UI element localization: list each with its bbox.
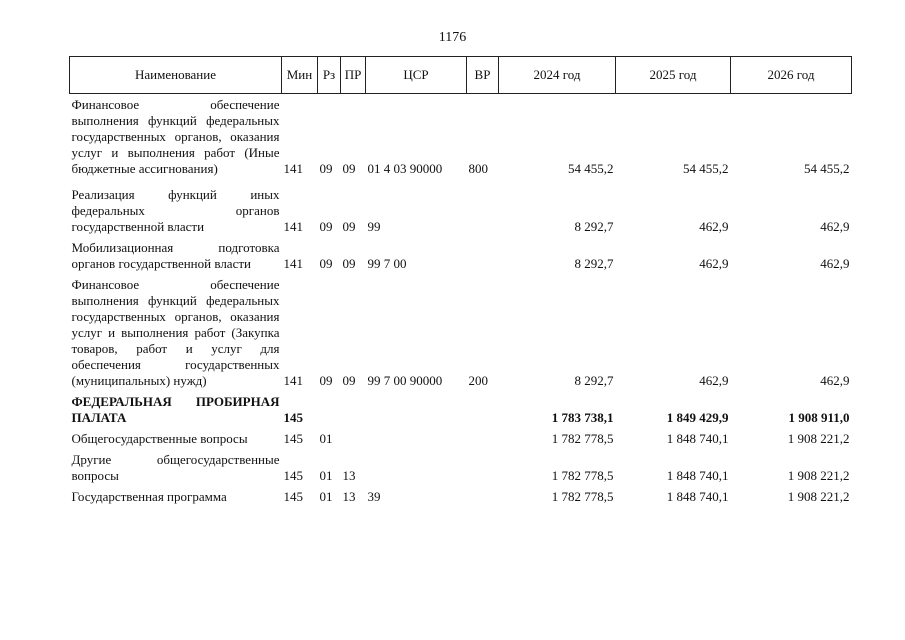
cell-name: Государственная программа [71, 489, 227, 504]
cell-2025: 1 848 740,1 [666, 468, 729, 483]
cell-csr: 99 7 00 [367, 256, 407, 271]
cell-pr: 09 [342, 256, 356, 271]
table-row [70, 237, 852, 274]
cell-csr [366, 391, 467, 428]
cell-2026: 1 908 221,2 [787, 431, 850, 446]
cell-2025: 462,9 [699, 219, 729, 234]
cell-2026: 462,9 [820, 373, 850, 388]
cell-min: 141 [283, 373, 303, 388]
cell-2024: 8 292,7 [574, 373, 614, 388]
table-row [70, 274, 852, 391]
col-header-name: Наименование [70, 57, 282, 94]
col-header-2024: 2024 год [499, 57, 616, 94]
cell-min: 145 [283, 431, 303, 446]
cell-vr [467, 237, 499, 274]
cell-pr [341, 391, 366, 428]
col-header-2026: 2026 год [731, 57, 852, 94]
cell-csr [366, 449, 467, 486]
cell-pr: 13 [342, 468, 356, 483]
cell-rz: 01 [319, 489, 333, 504]
cell-2025: 1 848 740,1 [666, 489, 729, 504]
table-row [70, 486, 852, 507]
table-header-row [70, 57, 852, 94]
cell-2025: 462,9 [699, 256, 729, 271]
cell-pr: 09 [342, 161, 356, 176]
cell-2026: 1 908 911,0 [788, 410, 850, 425]
cell-csr: 99 7 00 90000 [367, 373, 443, 388]
col-header-min: Мин [282, 57, 318, 94]
cell-rz: 09 [319, 373, 333, 388]
table-row [70, 391, 852, 428]
cell-rz: 09 [319, 256, 333, 271]
cell-2026: 462,9 [820, 256, 850, 271]
cell-2024: 1 782 778,5 [551, 431, 614, 446]
col-header-vr: ВР [467, 57, 499, 94]
table-row [70, 179, 852, 237]
cell-min: 141 [283, 219, 303, 234]
cell-2025: 1 849 429,9 [666, 410, 729, 425]
cell-min: 145 [283, 468, 303, 483]
cell-vr [467, 179, 499, 237]
cell-name: Реализация функций иных федеральных органов государственной власти [71, 187, 280, 234]
cell-min: 141 [283, 256, 303, 271]
col-header-csr: ЦСР [366, 57, 467, 94]
cell-vr: 800 [468, 161, 488, 176]
cell-2024: 1 782 778,5 [551, 468, 614, 483]
cell-csr: 99 [367, 219, 381, 234]
cell-2024: 8 292,7 [574, 219, 614, 234]
col-header-rz: Рз [318, 57, 341, 94]
cell-pr [341, 428, 366, 449]
cell-pr: 13 [342, 489, 356, 504]
table-row [70, 449, 852, 486]
cell-2026: 1 908 221,2 [787, 489, 850, 504]
cell-pr: 09 [342, 373, 356, 388]
table-body [70, 94, 852, 508]
cell-2024: 1 783 738,1 [551, 410, 614, 425]
cell-rz: 01 [319, 468, 333, 483]
page-number: 1176 [438, 30, 467, 45]
cell-vr [467, 428, 499, 449]
budget-table [69, 56, 852, 507]
cell-name: Финансовое обеспечение выполнения функций федеральных государственных органов, оказания услуг и выполнения работ (Иные бюджетные ассигнования) [71, 97, 280, 176]
cell-csr: 39 [367, 489, 381, 504]
cell-2024: 1 782 778,5 [551, 489, 614, 504]
cell-min: 141 [283, 161, 303, 176]
cell-2024: 8 292,7 [574, 256, 614, 271]
cell-name: Другие общегосударственные вопросы [71, 452, 280, 483]
cell-min: 145 [283, 410, 303, 425]
col-header-2025: 2025 год [616, 57, 731, 94]
cell-rz: 09 [319, 161, 333, 176]
cell-rz: 09 [319, 219, 333, 234]
cell-vr [467, 486, 499, 507]
cell-vr [467, 449, 499, 486]
cell-csr [366, 428, 467, 449]
cell-vr [467, 391, 499, 428]
cell-2025: 54 455,2 [683, 161, 729, 176]
cell-name: Мобилизационная подготовка органов государственной власти [71, 240, 280, 271]
cell-rz: 01 [319, 431, 333, 446]
cell-2026: 54 455,2 [804, 161, 850, 176]
cell-2026: 462,9 [820, 219, 850, 234]
cell-min: 145 [283, 489, 303, 504]
col-header-pr: ПР [341, 57, 366, 94]
cell-rz [318, 391, 341, 428]
cell-csr: 01 4 03 90000 [367, 161, 443, 176]
cell-name: ФЕДЕРАЛЬНАЯ ПРОБИРНАЯ ПАЛАТА [71, 394, 280, 425]
table-row [70, 428, 852, 449]
cell-2026: 1 908 221,2 [787, 468, 850, 483]
cell-2025: 462,9 [699, 373, 729, 388]
table-row [70, 94, 852, 180]
cell-pr: 09 [342, 219, 356, 234]
cell-2024: 54 455,2 [568, 161, 614, 176]
cell-2025: 1 848 740,1 [666, 431, 729, 446]
cell-vr: 200 [468, 373, 488, 388]
cell-name: Общегосударственные вопросы [71, 431, 248, 446]
cell-name: Финансовое обеспечение выполнения функций федеральных государственных органов, оказания услуг и выполнения работ (Закупка товаров, работ и услуг для обеспечения государственных (муниципальных) нужд) [71, 277, 280, 388]
